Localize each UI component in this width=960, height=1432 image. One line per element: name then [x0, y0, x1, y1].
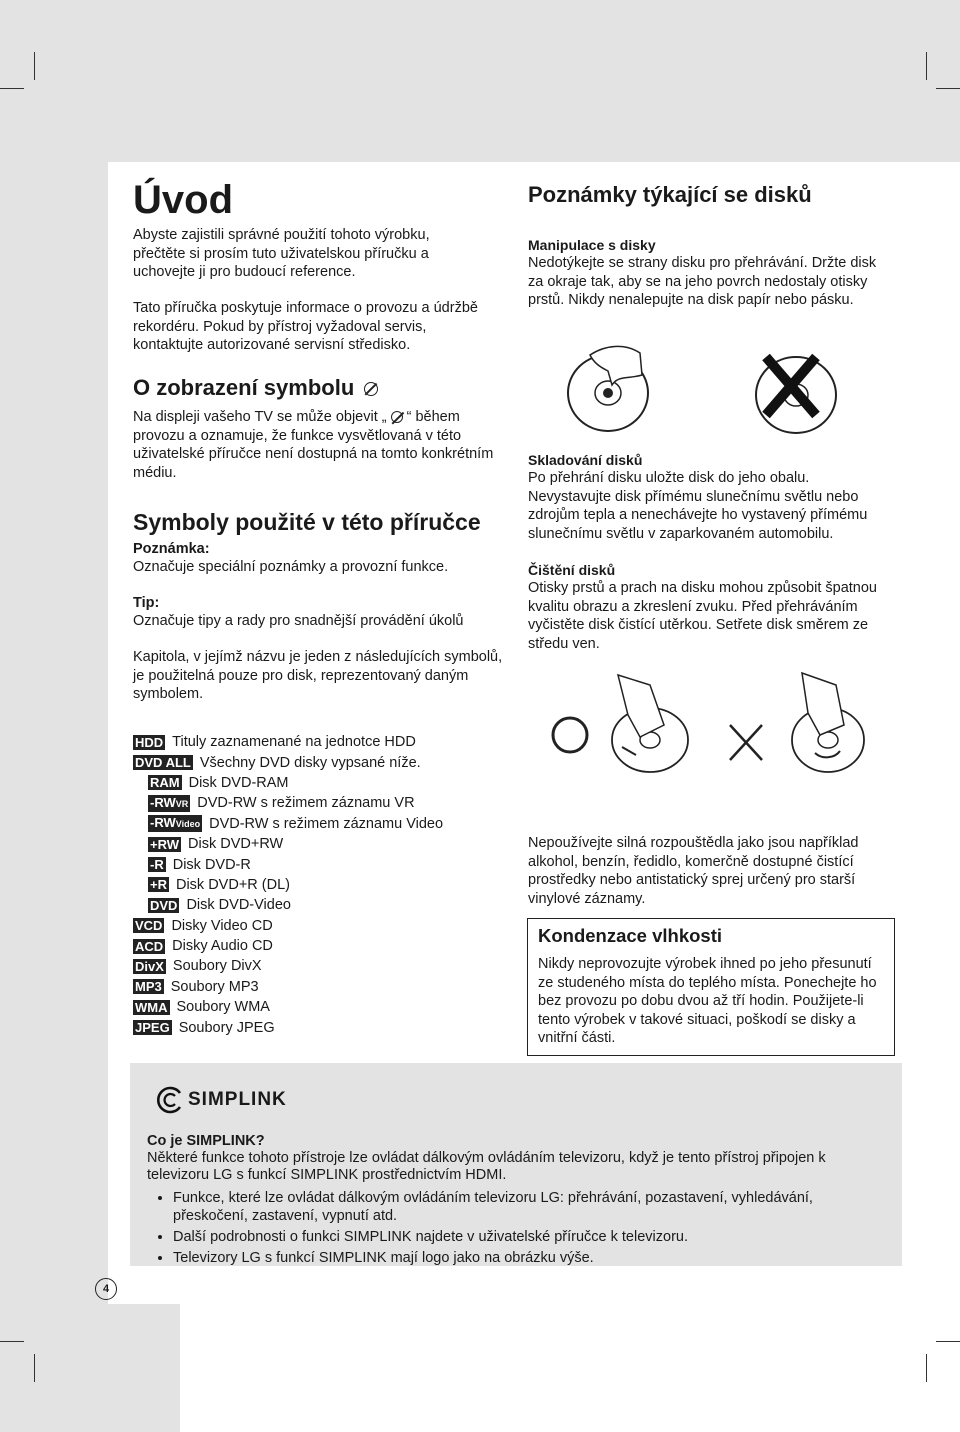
simplink-logo-text: SIMPLINK — [188, 1089, 287, 1110]
disc-cleaning-wrong-icon — [792, 673, 864, 772]
disc-icon-row — [133, 895, 493, 915]
simplink-question: Co je SIMPLINK? — [147, 1133, 265, 1149]
tip-label: Tip: — [133, 595, 160, 611]
disc-type-label: Tituly zaznamenané na jednotce HDD — [172, 734, 416, 751]
disc-type-badge-text: DVD — [150, 897, 178, 913]
simplink-intro: Některé funkce tohoto přístroje lze ovládat dálkovým ovládáním televizoru, když je tento přístroj připojen k televizoru LG s funkcí SIMPLINK prostřednictvím HDMI. — [147, 1150, 826, 1183]
disc-type-badge — [148, 898, 179, 913]
disc-icon-list — [133, 732, 493, 1038]
disc-type-label: Soubory JPEG — [178, 1019, 275, 1036]
disc-type-badge — [133, 918, 164, 933]
disc-type-label: Disk DVD-Video — [186, 897, 291, 914]
disc-type-badge-text: HDD — [135, 734, 164, 750]
simplink-box — [130, 1063, 902, 1266]
disc-type-label: Disky Video CD — [171, 917, 273, 934]
handling-label: Manipulace s disky — [528, 237, 656, 253]
disc-icon-row — [133, 997, 493, 1017]
disc-type-badge — [133, 1000, 170, 1015]
disc-icon-row — [133, 854, 493, 874]
crop-mark — [0, 88, 24, 89]
disc-type-badge — [148, 857, 166, 872]
note-label: Poznámka: — [133, 541, 210, 557]
simplink-logo — [156, 1085, 287, 1115]
disc-icon-row — [133, 814, 493, 834]
disc-icon-row — [133, 977, 493, 997]
disc-notes-heading: Poznámky týkající se disků — [528, 182, 812, 207]
condensation-text: Nikdy neprovozujte výrobek ihned po jeho přesunutí ze studeného místa do teplého místa. Ponechejte ho bez provozu po dobu dvou až tří hodin. Použijete-li tento výrobek v takové situaci, poškodí se disky a vnitřní části. — [538, 956, 877, 1046]
tip-text: Označuje tipy a rady pro snadnější provádění úkolů — [133, 613, 464, 629]
disc-type-label: Disk DVD-R — [172, 856, 251, 873]
wrong-cross-icon — [730, 725, 762, 760]
disc-type-label: Soubory DivX — [172, 958, 262, 975]
disc-type-badge-text: -R — [150, 857, 164, 873]
disc-type-label: Disk DVD-RAM — [188, 774, 289, 791]
disc-type-label: Disk DVD+R (DL) — [175, 876, 290, 893]
page-title: Úvod — [133, 178, 233, 222]
crop-mark — [936, 1341, 960, 1342]
disc-type-badge — [133, 755, 193, 770]
disc-type-badge-text: RAM — [150, 775, 180, 791]
disc-type-badge-text: +RW — [150, 836, 180, 852]
symbol-text-end: “ během provozu a oznamuje, že funkce vysvětlovaná v této uživatelské příručce není dostupná na tomto konkrétním médiu. — [133, 409, 494, 481]
symbol-paragraph — [133, 408, 503, 482]
disc-icon-row — [133, 956, 493, 976]
disc-type-badge-text: -RW — [150, 794, 176, 810]
handling-text: Nedotýkejte se strany disku pro přehrávání. Držte disk za okraje tak, aby se na jeho povrch nedostaly otisky prstů. Nikdy nenalepujte na disk papír nebo pásku. — [528, 255, 877, 308]
intro-paragraph-2: Tato příručka poskytuje informace o provozu a údržbě rekordéru. Pokud by přístroj vyžadoval servis, kontaktujte autorizované servisní středisko. — [133, 300, 478, 353]
disc-type-label: DVD-RW s režimem záznamu Video — [209, 815, 444, 832]
disc-type-label: Disky Audio CD — [172, 938, 273, 955]
symbol-heading — [133, 375, 382, 401]
storage-text: Po přehrání disku uložte disk do jeho obalu. Nevystavujte disk přímému slunečnímu světlu nebo zdrojům tepla a nenechávejte ho vystavený přímému slunečnímu světlu v zaparkovaném automobilu. — [528, 470, 868, 542]
disc-type-badge — [148, 877, 169, 892]
disc-handling-illustration — [560, 345, 890, 440]
simplink-bullet: • Funkce, které lze ovládat dálkovým ovládáním televizoru LG: přehrávání, pozastavení, vyhledávání, přeskočení, zastavení, vypnutí atd. — [173, 1189, 887, 1225]
disc-type-badge-text: JPEG — [135, 1020, 170, 1036]
disc-type-badge — [133, 1020, 172, 1035]
solvent-text: Nepoužívejte silná rozpouštědla jako jsou například alkohol, benzín, ředidlo, komerčně dostupné čistící prostředky nebo antistatický sprej určený pro starší vinylové záznamy. — [528, 835, 859, 907]
page-number: 4 — [95, 1278, 117, 1300]
disc-type-badge — [133, 735, 165, 750]
disc-type-badge — [148, 795, 190, 812]
crop-mark — [34, 52, 35, 80]
simplink-bullet-list — [147, 1189, 887, 1267]
chapter-paragraph: Kapitola, v jejímž názvu je jeden z následujících symbolů, je použitelná pouze pro disk, reprezentovaný daným symbolem. — [133, 649, 503, 702]
disc-icon-row — [133, 732, 493, 752]
disc-type-badge-text: -RW — [150, 815, 176, 831]
gray-margin-top — [180, 0, 960, 162]
disc-type-label: Soubory MP3 — [170, 978, 259, 995]
prohibited-symbol-icon — [391, 411, 403, 423]
disc-type-badge — [148, 775, 182, 790]
disc-icon-row — [133, 834, 493, 854]
disc-type-badge-sub: VR — [175, 798, 189, 809]
disc-cleaning-correct-icon — [612, 675, 688, 772]
correct-circle-icon — [553, 718, 587, 752]
disc-type-badge — [133, 939, 165, 954]
disc-type-badge — [148, 815, 202, 832]
condensation-heading: Kondenzace vlhkosti — [538, 925, 723, 946]
disc-wrong-hold-icon — [756, 357, 836, 433]
simplink-bullet: • Televizory LG s funkcí SIMPLINK mají logo jako na obrázku výše. — [173, 1249, 887, 1267]
disc-type-label: Disk DVD+RW — [188, 836, 284, 853]
disc-correct-hold-icon — [568, 346, 648, 431]
simplink-logo-icon — [156, 1085, 186, 1115]
disc-type-badge-text: DivX — [135, 958, 164, 974]
simplink-bullet: • Další podrobnosti o funkci SIMPLINK najdete v uživatelské příručce k televizoru. — [173, 1228, 887, 1246]
intro-paragraph-1: Abyste zajistili správné použití tohoto výrobku, přečtěte si prosím tuto uživatelskou příručku a uchovejte ji pro budoucí reference. — [133, 227, 430, 280]
disc-type-badge — [148, 837, 181, 852]
condensation-box — [527, 918, 895, 1056]
disc-icon-row — [133, 752, 493, 772]
storage-label: Skladování disků — [528, 452, 643, 468]
disc-icon-row — [133, 793, 493, 813]
disc-type-badge-text: ACD — [135, 938, 164, 954]
disc-icon-row — [133, 916, 493, 936]
disc-icon-row — [133, 936, 493, 956]
crop-mark — [926, 52, 927, 80]
disc-cleaning-illustration — [540, 665, 870, 780]
disc-type-badge-text: +R — [150, 877, 167, 893]
symbol-heading-text: O zobrazení symbolu — [133, 375, 355, 400]
crop-mark — [926, 1354, 927, 1382]
disc-type-label: Soubory WMA — [176, 999, 270, 1016]
disc-type-badge — [133, 979, 164, 994]
note-text: Označuje speciální poznámky a provozní funkce. — [133, 559, 449, 575]
disc-type-badge-text: VCD — [135, 918, 163, 934]
disc-type-label: Všechny DVD disky vypsané níže. — [199, 754, 421, 771]
crop-mark — [34, 1354, 35, 1382]
disc-type-badge — [133, 959, 166, 974]
disc-icon-row — [133, 875, 493, 895]
symbols-heading: Symboly použité v této příručce — [133, 509, 481, 535]
crop-mark — [0, 1341, 24, 1342]
disc-type-label: DVD-RW s režimem záznamu VR — [197, 795, 415, 812]
cleaning-text: Otisky prstů a prach na disku mohou způsobit špatnou kvalitu obrazu a zkreslení zvuku. Před přehráváním vyčistěte disk čistící utěrkou. Setřete disk směrem ze středu ven. — [528, 580, 877, 652]
disc-icon-row — [133, 773, 493, 793]
cleaning-label: Čištění disků — [528, 562, 616, 578]
disc-type-badge-text: MP3 — [135, 979, 162, 995]
disc-type-badge-sub: Video — [175, 819, 201, 830]
crop-mark — [936, 88, 960, 89]
disc-type-badge-text: WMA — [135, 999, 168, 1015]
disc-type-badge-text: DVD ALL — [135, 755, 191, 771]
disc-icon-row — [133, 1017, 493, 1037]
prohibited-symbol-icon — [364, 382, 378, 396]
symbol-text-start: Na displeji vašeho TV se může objevit „ — [133, 409, 387, 425]
